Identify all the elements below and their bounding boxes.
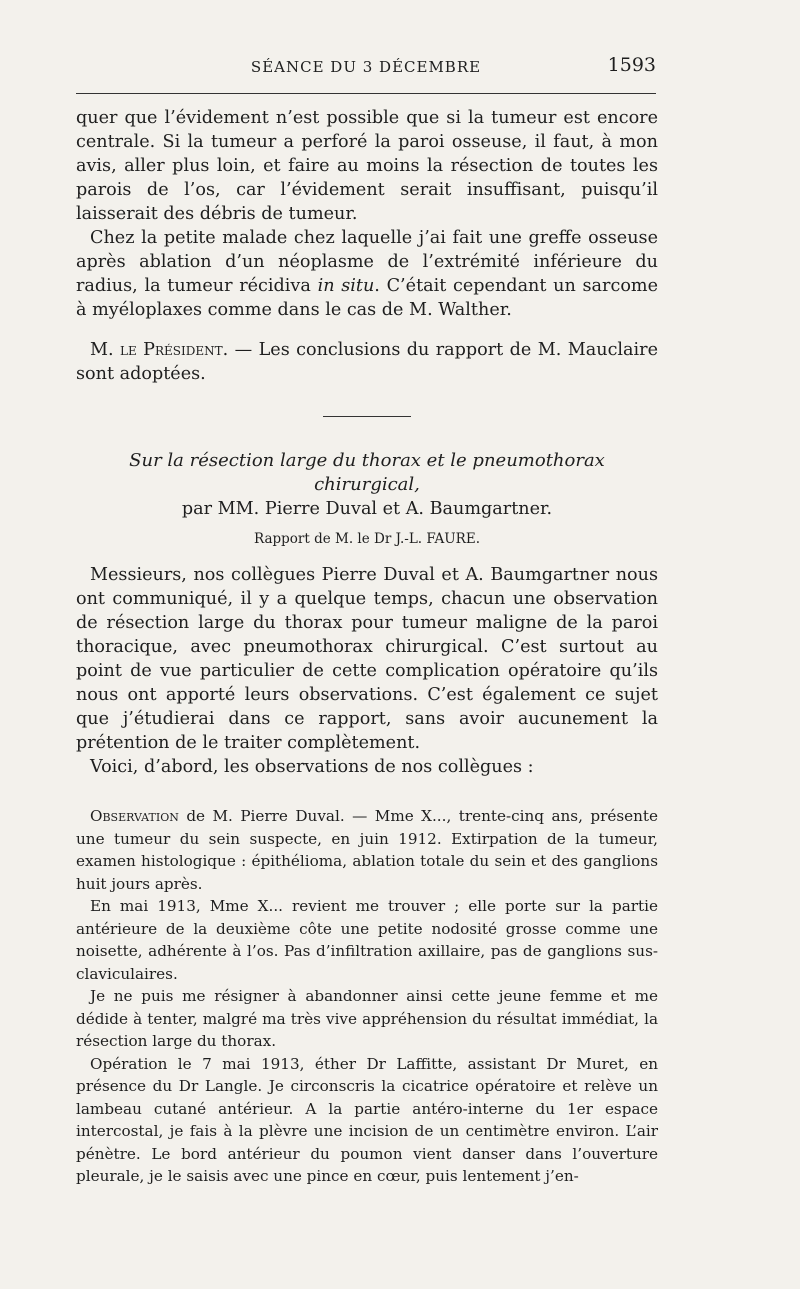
observation-block	[76, 805, 658, 1188]
section-separator	[323, 416, 411, 417]
header-rule	[76, 93, 656, 94]
page-number: 1593	[607, 54, 656, 76]
article-title: Sur la résection large du thorax et le pneumothorax chirurgical,	[129, 450, 605, 495]
article-paragraph-1: Messieurs, nos collègues Pierre Duval et A. Baumgartner nous ont communiqué, il y a quelque temps, chacun une observation de résection large du thorax pour tumeur maligne de la paroi thoracique, avec pneumothorax chirurgical. C’est surtout au point de vue particulier de cette complication opératoire qu’ils nous ont apporté leurs observations. C’est également ce sujet que j’étudierai dans ce rapport, sans avoir aucunement la prétention de le traiter complètement.	[76, 565, 658, 753]
paragraph-2-start: Chez la petite malade chez laquelle j’ai fait une greffe osseuse après ablation d’un néoplasme de l’extrémité inférieure du radius, la tumeur récidiva	[76, 228, 658, 296]
president-text: — Les conclusions du rapport de M. Mauclaire sont adoptées.	[76, 340, 658, 384]
paragraph-2-italic: in situ	[317, 276, 375, 296]
paragraph-2-end: . C’était cependant un sarcome à myéloplaxes comme dans le cas de M. Walther.	[76, 276, 659, 320]
observation-label: Observation	[90, 807, 179, 825]
paragraph-1: quer que l’évidement n’est possible que si la tumeur est encore centrale. Si la tumeur a perforé la paroi osseuse, il faut, à mon avis, aller plus loin, et faire au moins la résection de toutes les parois de l’os, car l’évidement serait insuffisant, puisqu’il laisserait des débris de tumeur.	[76, 108, 658, 224]
running-title: SÉANCE DU 3 DÉCEMBRE	[250, 58, 482, 76]
article-paragraph-2: Voici, d’abord, les observations de nos collègues :	[90, 757, 534, 777]
page-header	[76, 54, 656, 80]
report-attribution: Rapport de M. le Dr J.-L. FAURE.	[254, 531, 480, 547]
president-label: M. le Président.	[90, 340, 229, 360]
main-text	[76, 106, 658, 1188]
paragraph-2	[76, 226, 658, 322]
article-authors: par MM. Pierre Duval et A. Baumgartner.	[181, 499, 553, 519]
president-statement	[76, 338, 658, 386]
observation-paragraph-2: En mai 1913, Mme X... revient me trouver ; elle porte sur la partie antérieure de la deuxième côte une petite nodosité grosse comme une noisette, adhérente à l’os. Pas d’infiltration axillaire, pas de ganglions sus-claviculaires.	[76, 897, 658, 983]
observation-paragraph-1	[76, 805, 658, 895]
observation-paragraph-4: Opération le 7 mai 1913, éther Dr Laffitte, assistant Dr Muret, en présence du Dr Langle. Je circonscris la cicatrice opératoire et relève un lambeau cutané antérieur. A la partie antéro-interne du 1er espace intercostal, je fais à la plèvre une incision de un centimètre environ. L’air pénètre. Le bord antérieur du poumon vient danser dans l’ouverture pleurale, je le saisis avec une pince en cœur, puis lentement j’en-	[76, 1054, 658, 1185]
observation-text-1: de M. Pierre Duval. — Mme X..., trente-cinq ans, présente une tumeur du sein suspecte, en juin 1912. Extirpation de la tumeur, examen histologique : épithélioma, ablation totale du sein et des ganglions huit jours après.	[76, 807, 658, 893]
observation-paragraph-3: Je ne puis me résigner à abandonner ainsi cette jeune femme et me dédide à tenter, malgré ma très vive appréhension du résultat immédiat, la résection large du thorax.	[76, 987, 658, 1050]
